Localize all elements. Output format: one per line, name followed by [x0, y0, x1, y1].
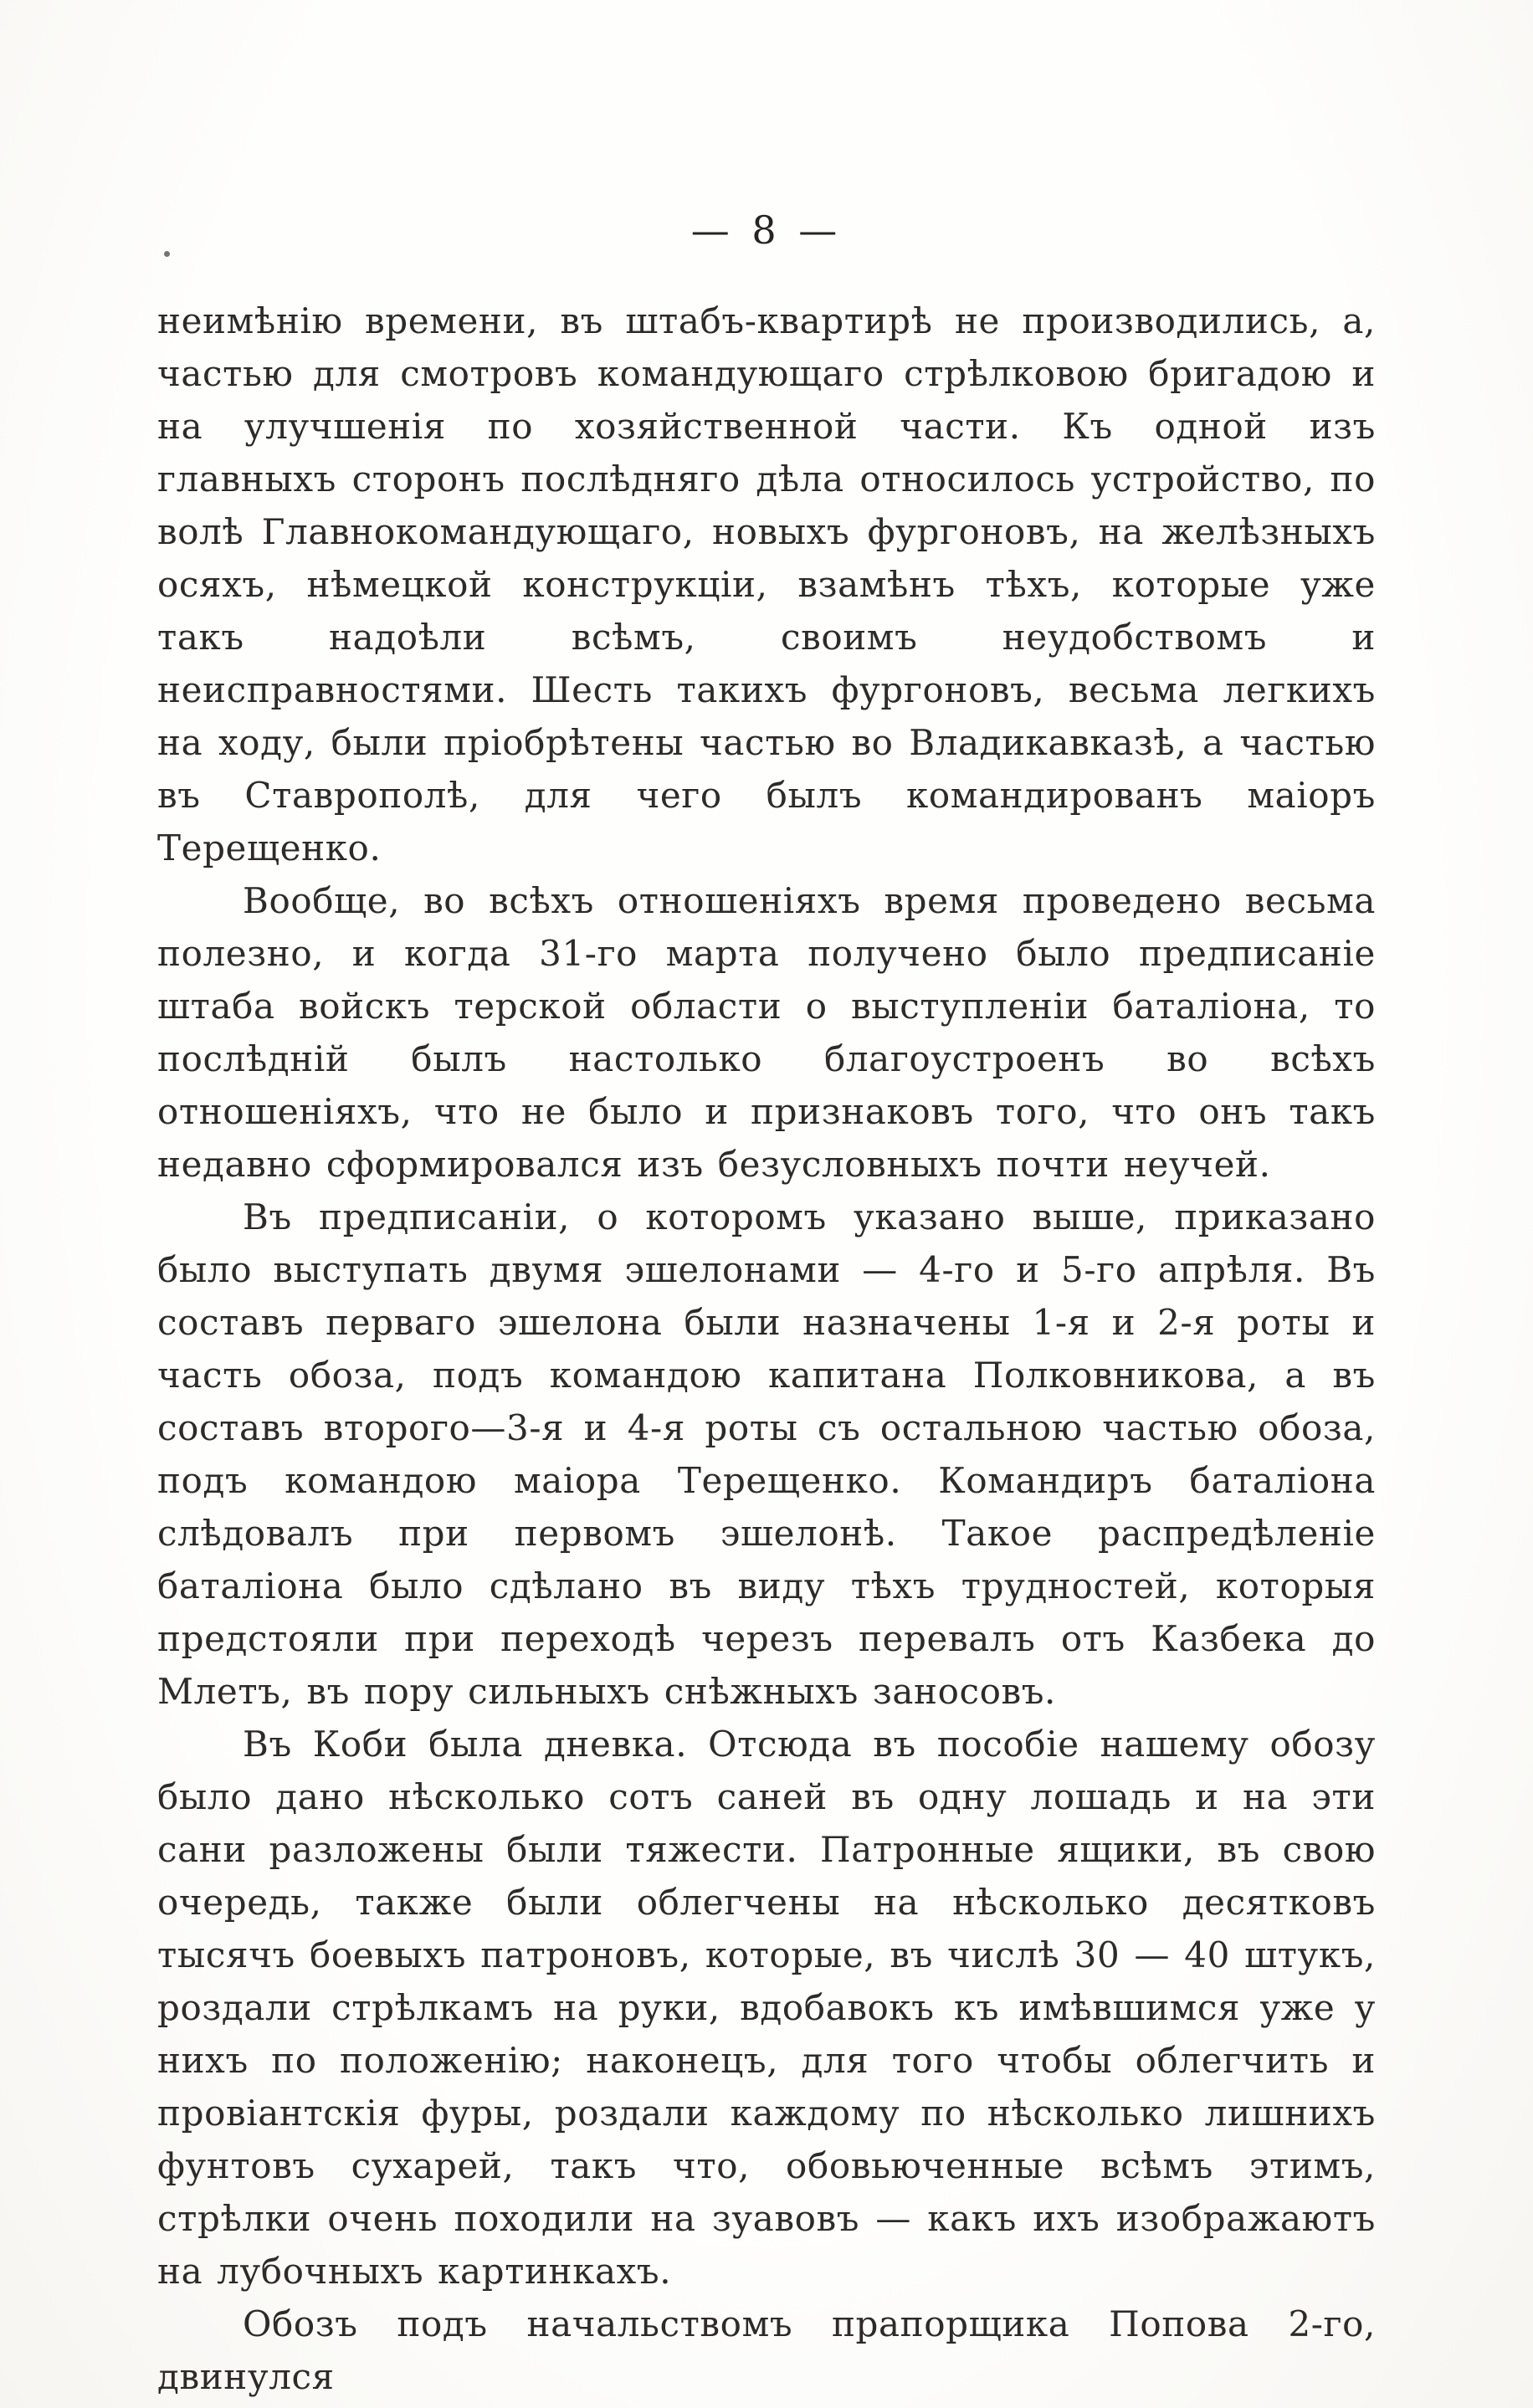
- paragraph-continuation: неимѣнію времени, въ штабъ-квартирѣ не производились, а, частью для смотровъ командующаго стрѣлковою бригадою и на улучшенія по хозяйственной части. Къ одной изъ главныхъ сторонъ послѣдняго дѣла относилось устройство, по волѣ Главнокомандующаго, новыхъ фургоновъ, на желѣзныхъ осяхъ, нѣмецкой конструкціи, взамѣнъ тѣхъ, которые уже такъ надоѣли всѣмъ, своимъ неудобствомъ и неисправностями. Шесть такихъ фургоновъ, весьма легкихъ на ходу, были пріобрѣтены частью во Владикавказѣ, а частью въ Ставрополѣ, для чего былъ командированъ маіоръ Терещенко.: [157, 300, 1376, 868]
- text-block: [157, 295, 1376, 2403]
- paragraph: Вообще, во всѣхъ отношеніяхъ время проведено весьма полезно, и когда 31-го марта получено было предписаніе штаба войскъ терской области о выступленіи баталіона, то послѣдній былъ настолько благоустроенъ во всѣхъ отношеніяхъ, что не было и признаковъ того, что онъ такъ недавно сформировался изъ безусловныхъ почти неучей.: [157, 880, 1376, 1185]
- page-number-label: — 8 —: [690, 207, 843, 253]
- page-number: [0, 207, 1533, 253]
- paragraph-last-line: Обозъ подъ начальствомъ прапорщика Попова 2-го, двинулся: [157, 2303, 1376, 2397]
- paragraph: Въ Коби была дневка. Отсюда въ пособіе нашему обозу было дано нѣсколько сотъ саней въ одну лошадь и на эти сани разложены были тяжести. Патронные ящики, въ свою очередь, также были облегчены на нѣсколько десятковъ тысячъ боевыхъ патроновъ, которые, въ числѣ 30 — 40 штукъ, роздали стрѣлкамъ на руки, вдобавокъ къ имѣвшимся уже у нихъ по положенію; наконецъ, для того чтобы облегчить и провіантскія фуры, роздали каждому по нѣсколько лишнихъ фунтовъ сухарей, такъ что, обовьюченные всѣмъ этимъ, стрѣлки очень походили на зуавовъ — какъ ихъ изображаютъ на лубочныхъ картинкахъ.: [157, 1724, 1376, 2292]
- paragraph: Въ предписаніи, о которомъ указано выше, приказано было выступать двумя эшелонами — 4-го и 5-го апрѣля. Въ составъ перваго эшелона были назначены 1-я и 2-я роты и часть обоза, подъ командою капитана Полковникова, а въ составъ второго—3-я и 4-я роты съ остальною частью обоза, подъ командою маіора Терещенко. Командиръ баталіона слѣдовалъ при первомъ эшелонѣ. Такое распредѣленіе баталіона было сдѣлано въ виду тѣхъ трудностей, которыя предстояли при переходѣ черезъ перевалъ отъ Казбека до Млетъ, въ пору сильныхъ снѣжныхъ заносовъ.: [157, 1196, 1376, 1712]
